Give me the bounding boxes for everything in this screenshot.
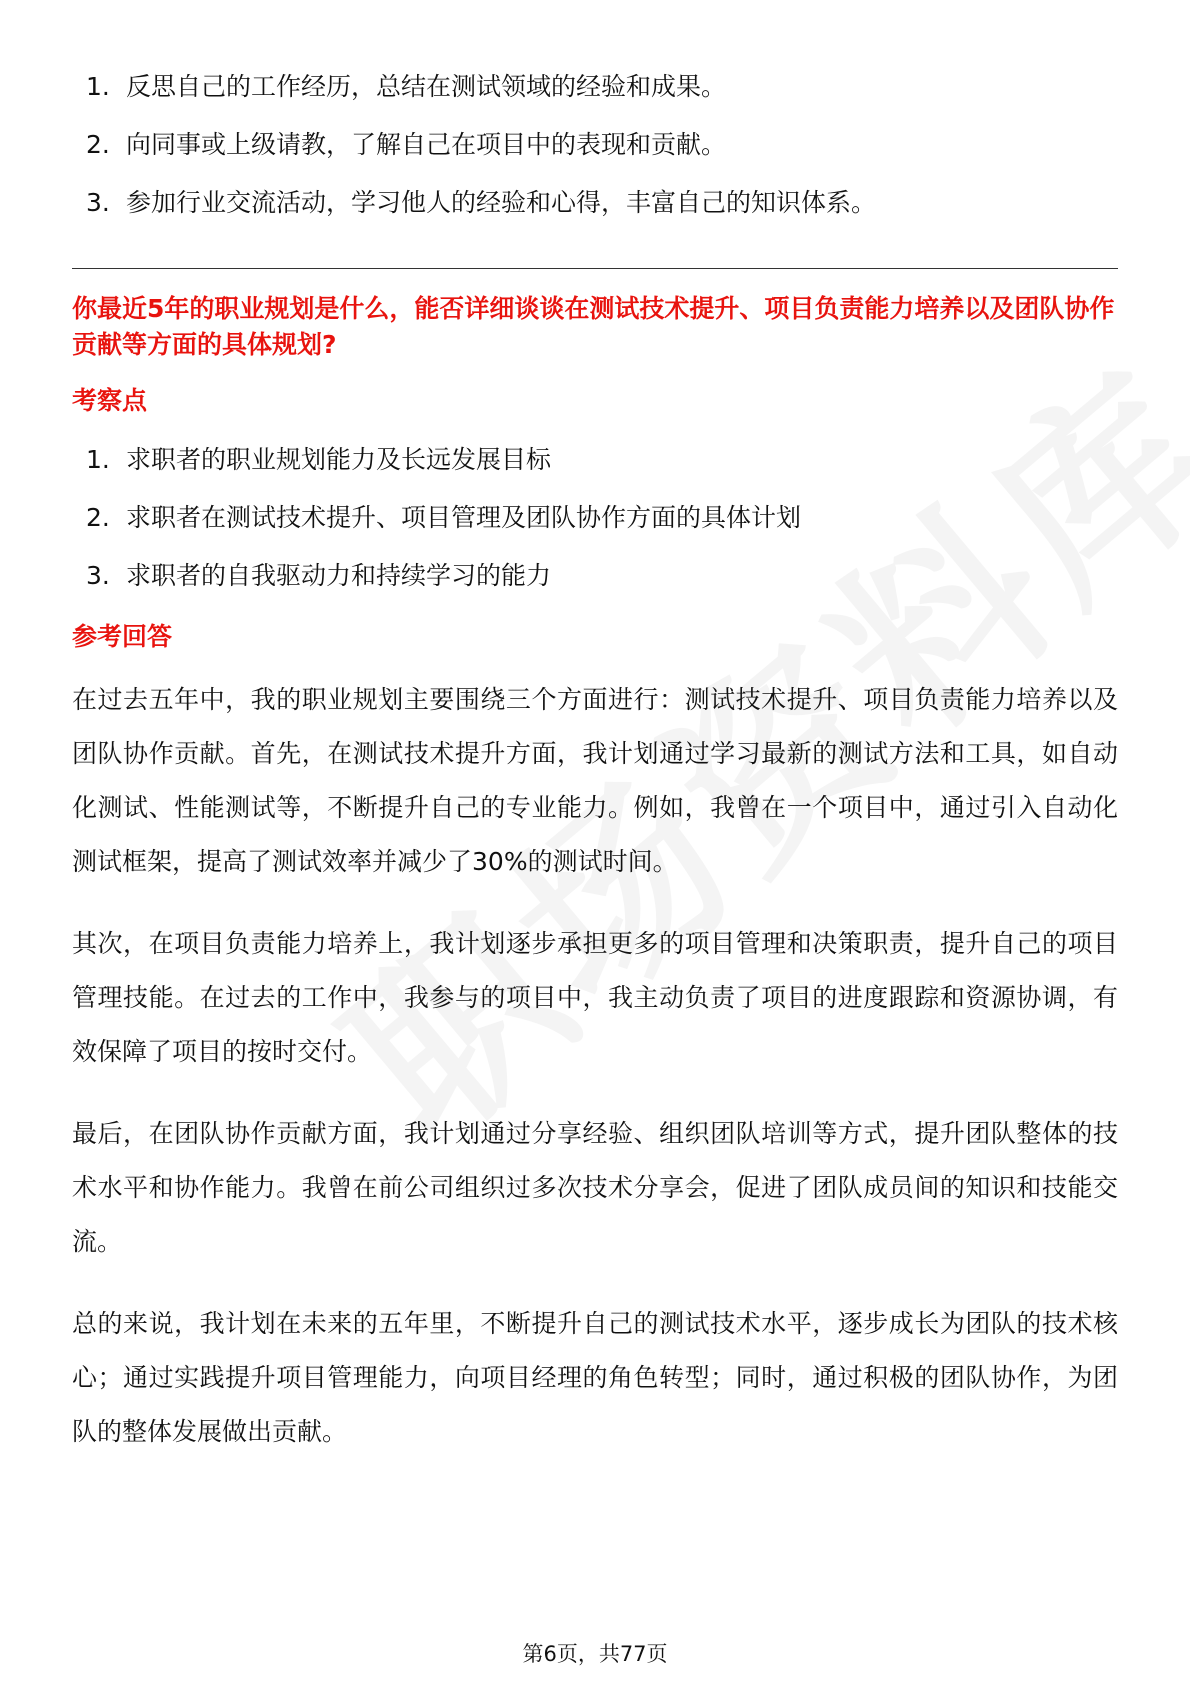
exam-points-list: [72, 431, 1118, 605]
intro-list: [72, 58, 1118, 232]
list-item: [72, 174, 1118, 232]
list-number: 3.: [86, 561, 110, 590]
answer-paragraph: 在过去五年中，我的职业规划主要围绕三个方面进行：测试技术提升、项目负责能力培养以及团队协作贡献。首先，在测试技术提升方面，我计划通过学习最新的测试方法和工具，如自动化测试、性能测试等，不断提升自己的专业能力。例如，我曾在一个项目中，通过引入自动化测试框架，提高了测试效率并减少了30%的测试时间。: [72, 685, 1118, 876]
list-item: [72, 58, 1118, 116]
list-text: 向同事或上级请教，了解自己在项目中的表现和贡献。: [126, 130, 727, 159]
list-text: 求职者的职业规划能力及长远发展目标: [126, 445, 552, 474]
list-item: [72, 489, 1118, 547]
list-item: [72, 431, 1118, 489]
page-footer: 第6页，共77页: [522, 1642, 668, 1666]
answer-paragraph: 总的来说，我计划在未来的五年里，不断提升自己的测试技术水平，逐步成长为团队的技术核心；通过实践提升项目管理能力，向项目经理的角色转型；同时，通过积极的团队协作，为团队的整体发展做出贡献。: [72, 1309, 1118, 1446]
answer-paragraph: 最后，在团队协作贡献方面，我计划通过分享经验、组织团队培训等方式，提升团队整体的技术水平和协作能力。我曾在前公司组织过多次技术分享会，促进了团队成员间的知识和技能交流。: [72, 1119, 1118, 1256]
list-number: 2.: [86, 130, 110, 159]
list-number: 2.: [86, 503, 110, 532]
exam-points-title: 考察点: [72, 386, 148, 415]
list-item: [72, 547, 1118, 605]
question-heading: 你最近5年的职业规划是什么，能否详细谈谈在测试技术提升、项目负责能力培养以及团队协作贡献等方面的具体规划?: [72, 294, 1115, 359]
list-number: 1.: [86, 72, 110, 101]
list-text: 反思自己的工作经历，总结在测试领域的经验和成果。: [126, 72, 727, 101]
list-text: 求职者的自我驱动力和持续学习的能力: [126, 561, 552, 590]
list-number: 1.: [86, 445, 110, 474]
page-content: [72, 58, 1118, 1487]
section-divider: [72, 268, 1118, 269]
list-text: 参加行业交流活动，学习他人的经验和心得，丰富自己的知识体系。: [126, 188, 877, 217]
list-text: 求职者在测试技术提升、项目管理及团队协作方面的具体计划: [126, 503, 802, 532]
answer-title: 参考回答: [72, 622, 173, 651]
list-item: [72, 116, 1118, 174]
answer-paragraph: 其次，在项目负责能力培养上，我计划逐步承担更多的项目管理和决策职责，提升自己的项目管理技能。在过去的工作中，我参与的项目中，我主动负责了项目的进度跟踪和资源协调，有效保障了项目的按时交付。: [72, 929, 1118, 1066]
list-number: 3.: [86, 188, 110, 217]
